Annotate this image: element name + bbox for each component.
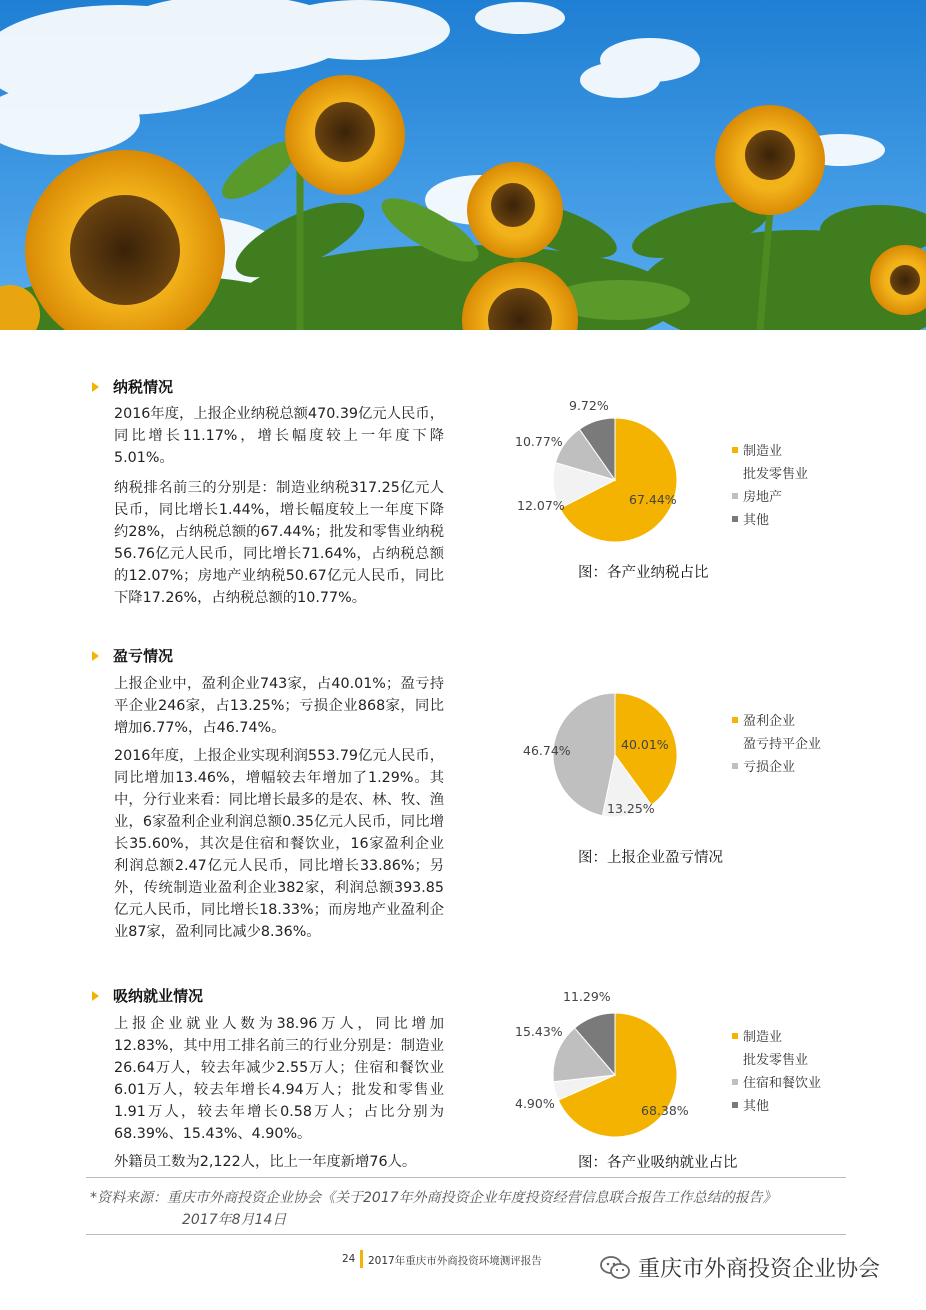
profit-heading-text: 盈亏情况 xyxy=(113,647,174,665)
pie-data-label-2: 12.07% xyxy=(517,498,565,513)
pie-data-label-4: 9.72% xyxy=(569,398,609,413)
legend-label: 亏损企业 xyxy=(743,760,796,775)
legend-item xyxy=(732,461,808,484)
tax-pie-caption: 图：各产业纳税占比 xyxy=(578,565,709,581)
legend-item xyxy=(732,507,808,530)
employment-pie-chart xyxy=(470,990,870,1190)
bullet-triangle-icon xyxy=(92,651,99,661)
legend-swatch xyxy=(732,763,738,769)
employment-pie-legend xyxy=(732,1024,821,1116)
source-divider xyxy=(86,1177,846,1178)
legend-label: 批发零售业 xyxy=(743,1053,809,1068)
legend-item xyxy=(732,484,808,507)
legend-label: 盈亏持平企业 xyxy=(743,737,822,752)
legend-item xyxy=(732,1024,821,1047)
legend-swatch xyxy=(732,1102,738,1108)
tax-heading-text: 纳税情况 xyxy=(113,378,174,396)
pie-data-label-1: 40.01% xyxy=(621,737,669,752)
employment-heading-text: 吸纳就业情况 xyxy=(113,987,204,1005)
wechat-watermark xyxy=(600,1252,880,1283)
legend-label: 其他 xyxy=(743,513,770,528)
pie-data-label-1: 67.44% xyxy=(629,492,677,507)
legend-swatch xyxy=(732,1056,738,1062)
employment-paragraph-2: 外籍员工数为2,122人，比上一年度新增76人。 xyxy=(114,1154,417,1170)
tax-paragraph-2: 纳税排名前三的分别是：制造业纳税317.25亿元人民币，同比增长1.44%，增长幅度较上一年度下降约28%，占纳税总额的67.44%；批发和零售业纳税56.76亿元人民币，同比增长71.64%，占纳税总额的12.07%；房地产业纳税50.67亿元人民币，同比下降17.26%，占纳税总额的10.77%。 xyxy=(114,480,444,606)
bullet-triangle-icon xyxy=(92,382,99,392)
tax-pie-chart xyxy=(470,395,870,595)
pie-data-label-3: 15.43% xyxy=(515,1024,563,1039)
pie-data-label-1: 68.38% xyxy=(641,1103,689,1118)
legend-swatch xyxy=(732,740,738,746)
legend-item xyxy=(732,1070,821,1093)
legend-swatch xyxy=(732,447,738,453)
legend-swatch xyxy=(732,516,738,522)
tax-pie-svg xyxy=(470,395,870,555)
legend-item xyxy=(732,438,808,461)
bullet-triangle-icon xyxy=(92,991,99,1001)
legend-label: 制造业 xyxy=(743,444,783,459)
legend-swatch xyxy=(732,493,738,499)
report-title: 2017年重庆市外商投资环境测评报告 xyxy=(368,1255,542,1267)
profit-paragraph-2: 2016年度，上报企业实现利润553.79亿元人民币，同比增加13.46%，增幅较去年增加了1.29%。其中，分行业来看：同比增长最多的是农、林、牧、渔业，6家盈利企业利润总额0.35亿元人民币，同比增长35.60%，其次是住宿和餐饮业，16家盈利企业利润总额2.47亿元人民币，同比增长33.86%；另外，传统制造业盈利企业382家，利润总额393.85亿元人民币，同比增长18.33%；而房地产业盈利企业87家，盈利同比减少8.36%。 xyxy=(114,748,444,940)
legend-item xyxy=(732,731,821,754)
section-heading-tax xyxy=(92,376,173,397)
legend-item xyxy=(732,1093,821,1116)
employment-paragraph-1: 上报企业就业人数为38.96万人，同比增加12.83%，其中用工排名前三的行业分别是：制造业26.64万人，较去年减少2.55万人；住宿和餐饮业6.01万人，较去年增长4.94万人；批发和零售业1.91万人，较去年增长0.58万人；占比分别为68.39%、15.43%、4.90%。 xyxy=(114,1016,444,1142)
source-text: *资料来源：重庆市外商投资企业协会《关于2017年外商投资企业年度投资经营信息联合报告工作总结的报告》 xyxy=(90,1190,777,1206)
profit-pie-caption: 图：上报企业盈亏情况 xyxy=(578,850,723,866)
legend-swatch xyxy=(732,1033,738,1039)
pie-data-label-2: 13.25% xyxy=(607,801,655,816)
legend-item xyxy=(732,1047,821,1070)
profit-pie-chart xyxy=(470,670,870,870)
section-heading-employment xyxy=(92,985,203,1006)
legend-label: 制造业 xyxy=(743,1030,783,1045)
legend-swatch xyxy=(732,717,738,723)
legend-item xyxy=(732,754,821,777)
legend-swatch xyxy=(732,1079,738,1085)
legend-label: 其他 xyxy=(743,1099,770,1114)
tax-pie-legend xyxy=(732,438,808,530)
legend-item xyxy=(732,708,821,731)
source-note xyxy=(90,1187,860,1231)
source-date: 2017年8月14日 xyxy=(182,1212,287,1228)
legend-label: 住宿和餐饮业 xyxy=(743,1076,822,1091)
legend-label: 盈利企业 xyxy=(743,714,796,729)
footer-divider xyxy=(86,1234,846,1235)
pie-data-label-3: 10.77% xyxy=(515,434,563,449)
pie-data-label-3: 46.74% xyxy=(523,743,571,758)
page-number: 24 xyxy=(342,1253,356,1265)
employment-pie-caption: 图：各产业吸纳就业占比 xyxy=(578,1155,738,1171)
profit-pie-legend xyxy=(732,708,821,777)
pie-data-label-2: 4.90% xyxy=(515,1096,555,1111)
tax-paragraph-1: 2016年度，上报企业纳税总额470.39亿元人民币，同比增长11.17%，增长幅度较上一年度下降5.01%。 xyxy=(114,406,444,466)
wechat-icon xyxy=(600,1255,630,1281)
pie-data-label-4: 11.29% xyxy=(563,989,611,1004)
legend-label: 房地产 xyxy=(743,490,783,505)
section-heading-profit xyxy=(92,645,173,666)
legend-label: 批发零售业 xyxy=(743,467,809,482)
profit-paragraph-1: 上报企业中，盈利企业743家，占40.01%；盈亏持平企业246家，占13.25%；亏损企业868家，同比增加6.77%，占46.74%。 xyxy=(114,676,444,736)
hero-sunflower-image xyxy=(0,0,926,330)
wechat-account-name: 重庆市外商投资企业协会 xyxy=(638,1257,881,1282)
page-separator xyxy=(360,1250,363,1268)
legend-swatch xyxy=(732,470,738,476)
